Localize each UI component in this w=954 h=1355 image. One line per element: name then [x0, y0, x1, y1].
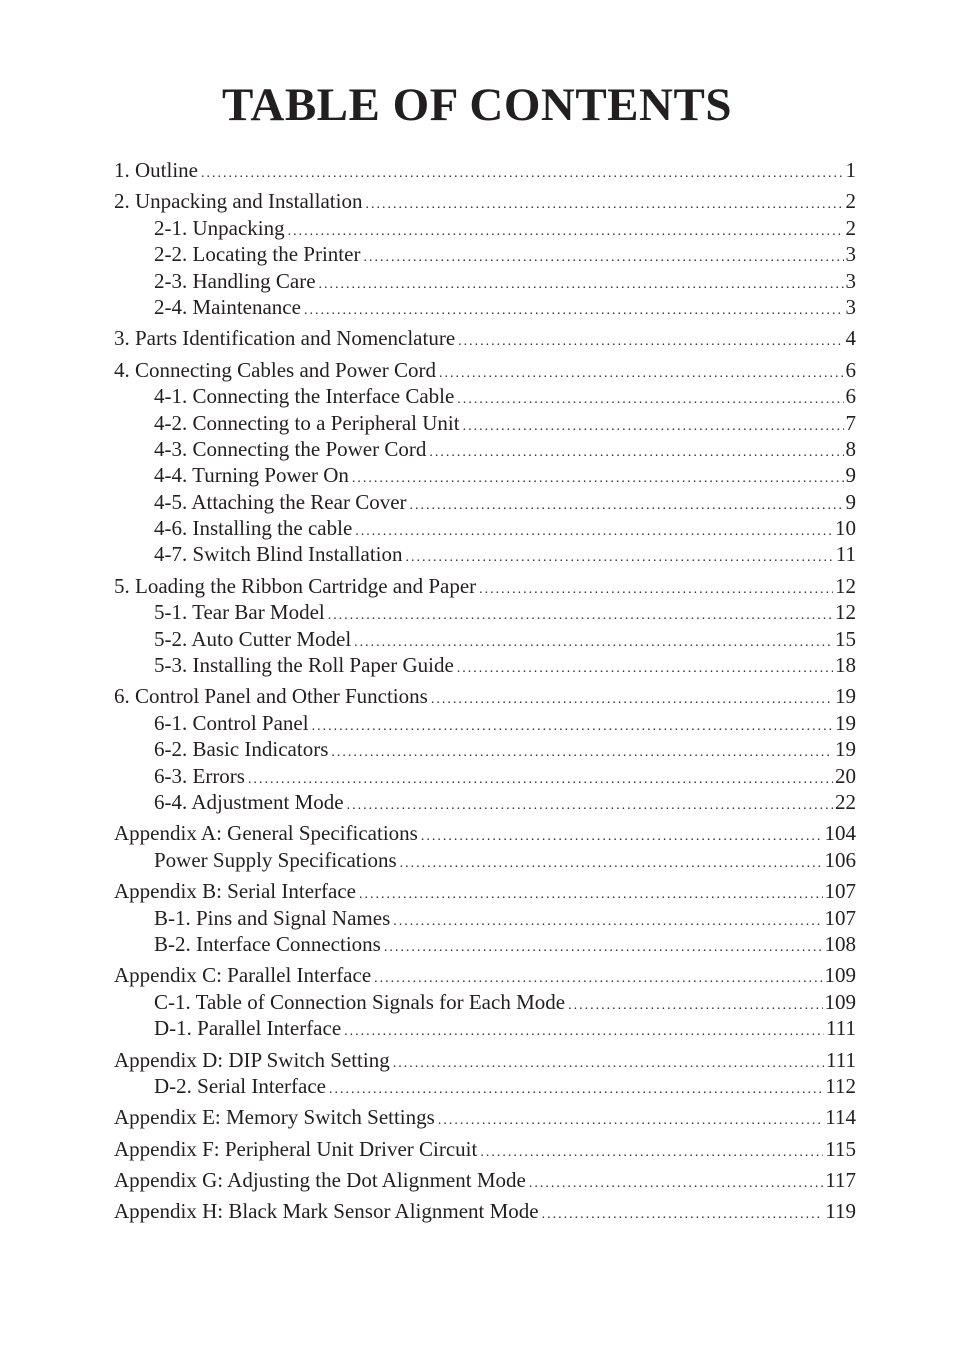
toc-entry-label: B-1. Pins and Signal Names: [154, 905, 391, 930]
toc-page-number: 22: [835, 789, 856, 814]
toc-subentry[interactable]: [114, 931, 856, 957]
toc-entry-label: B-2. Interface Connections: [154, 931, 381, 956]
toc-page-number: 4: [845, 326, 856, 351]
toc-subentry[interactable]: [114, 989, 856, 1015]
toc-section: [114, 1047, 856, 1100]
dot-leader: [355, 519, 833, 545]
dot-leader: [568, 993, 822, 1019]
toc-page-number: 119: [825, 1199, 856, 1224]
dot-leader: [463, 414, 844, 440]
toc-subentry[interactable]: [114, 710, 856, 736]
toc-subentry[interactable]: [114, 847, 856, 873]
toc-entry-label: C-1. Table of Connection Signals for Each Mode: [154, 989, 566, 1014]
toc-page-number: 109: [824, 989, 856, 1014]
page-title: TABLE OF CONTENTS: [222, 79, 732, 131]
toc-subentry[interactable]: [114, 489, 856, 515]
toc-entry[interactable]: [114, 1198, 856, 1224]
toc-entry[interactable]: [114, 573, 856, 599]
toc-entry-label: Appendix A: General Specifications: [114, 821, 418, 846]
toc-page-number: 3: [845, 294, 856, 319]
toc-subentry[interactable]: [114, 215, 856, 241]
toc-entry-label: 4-3. Connecting the Power Cord: [154, 436, 427, 461]
toc-subentry[interactable]: [114, 652, 856, 678]
toc-page-number: 2: [845, 215, 856, 240]
toc-entry-label: 6. Control Panel and Other Functions: [114, 684, 428, 709]
toc-entry-label: 6-3. Errors: [154, 763, 245, 788]
toc-page-number: 107: [824, 879, 856, 904]
toc-entry-label: 2-3. Handling Care: [154, 268, 316, 293]
toc-section: [114, 1167, 856, 1193]
toc-page-number: 6: [845, 384, 856, 409]
toc-entry-label: 6-4. Adjustment Mode: [154, 789, 344, 814]
toc-page-number: 104: [824, 821, 856, 846]
toc-section: [114, 683, 856, 815]
toc-subentry[interactable]: [114, 541, 856, 567]
table-of-contents: [114, 157, 856, 1230]
toc-page-number: 8: [845, 436, 856, 461]
toc-page-number: 11: [835, 542, 856, 567]
dot-leader: [431, 687, 833, 713]
dot-leader: [400, 851, 823, 877]
toc-page-number: 112: [825, 1073, 856, 1098]
toc-entry-label: Appendix B: Serial Interface: [114, 879, 356, 904]
toc-entry[interactable]: [114, 188, 856, 214]
toc-page-number: 111: [826, 1016, 856, 1041]
toc-page-number: 12: [835, 600, 856, 625]
toc-entry-label: Appendix F: Peripheral Unit Driver Circuit: [114, 1136, 478, 1161]
toc-page-number: 10: [835, 516, 856, 541]
toc-section: [114, 357, 856, 568]
toc-page-number: 117: [825, 1168, 856, 1193]
toc-page-number: 108: [824, 931, 856, 956]
toc-page-number: 115: [825, 1136, 856, 1161]
dot-leader: [319, 272, 844, 298]
toc-page-number: 19: [835, 710, 856, 735]
toc-subentry[interactable]: [114, 241, 856, 267]
dot-leader: [410, 493, 844, 519]
dot-leader: [288, 219, 844, 245]
toc-page-number: 15: [835, 626, 856, 651]
dot-leader: [352, 466, 844, 492]
toc-entry-label: 2-1. Unpacking: [154, 215, 285, 240]
toc-page-number: 19: [835, 737, 856, 762]
toc-entry[interactable]: [114, 157, 856, 183]
toc-page-number: 9: [845, 463, 856, 488]
dot-leader: [480, 1140, 823, 1166]
dot-leader: [312, 714, 833, 740]
toc-entry[interactable]: [114, 1167, 856, 1193]
toc-page-number: 107: [824, 905, 856, 930]
toc-entry[interactable]: [114, 325, 856, 351]
dot-leader: [439, 361, 844, 387]
toc-entry-label: 4-4. Turning Power On: [154, 463, 349, 488]
toc-entry[interactable]: [114, 962, 856, 988]
toc-page-number: 2: [845, 189, 856, 214]
toc-entry-label: 5-3. Installing the Roll Paper Guide: [154, 653, 454, 678]
toc-entry[interactable]: [114, 1104, 856, 1130]
toc-entry-label: 2-2. Locating the Printer: [154, 242, 361, 267]
toc-entry-label: Appendix G: Adjusting the Dot Alignment Mode: [114, 1168, 526, 1193]
toc-subentry[interactable]: [114, 905, 856, 931]
toc-section: [114, 1104, 856, 1130]
toc-subentry[interactable]: [114, 515, 856, 541]
toc-entry-label: 5-1. Tear Bar Model: [154, 600, 325, 625]
toc-subentry[interactable]: [114, 462, 856, 488]
toc-subentry[interactable]: [114, 294, 856, 320]
toc-entry-label: 1. Outline: [114, 158, 198, 182]
dot-leader: [429, 440, 843, 466]
dot-leader: [201, 161, 844, 187]
toc-entry-label: 4-5. Attaching the Rear Cover: [154, 489, 407, 514]
dot-leader: [542, 1202, 824, 1228]
toc-entry[interactable]: [114, 1136, 856, 1162]
toc-page-number: 111: [826, 1047, 856, 1072]
toc-section: [114, 573, 856, 679]
toc-entry[interactable]: [114, 1047, 856, 1073]
toc-page-number: 114: [825, 1105, 856, 1130]
toc-page-number: 9: [845, 489, 856, 514]
dot-leader: [331, 740, 833, 766]
toc-entry-label: Power Supply Specifications: [154, 847, 397, 872]
dot-leader: [458, 329, 843, 355]
dot-leader: [457, 387, 843, 413]
toc-page-number: 106: [824, 847, 856, 872]
toc-entry-label: 4-7. Switch Blind Installation: [154, 542, 403, 567]
toc-entry-label: 4-2. Connecting to a Peripheral Unit: [154, 410, 460, 435]
toc-entry-label: D-2. Serial Interface: [154, 1073, 326, 1098]
toc-entry-label: 2-4. Maintenance: [154, 294, 301, 319]
dot-leader: [479, 577, 833, 603]
toc-subentry[interactable]: [114, 626, 856, 652]
toc-entry-label: Appendix E: Memory Switch Settings: [114, 1105, 435, 1130]
toc-entry-label: 6-2. Basic Indicators: [154, 737, 329, 762]
toc-page-number: 18: [835, 653, 856, 678]
toc-subentry[interactable]: [114, 383, 856, 409]
toc-page-number: 19: [835, 684, 856, 709]
dot-leader: [405, 545, 833, 571]
toc-entry-label: 2. Unpacking and Installation: [114, 189, 363, 214]
toc-subentry[interactable]: [114, 410, 856, 436]
toc-entry-label: 5. Loading the Ribbon Cartridge and Paper: [114, 573, 477, 598]
dot-leader: [384, 935, 823, 961]
toc-entry-label: 4. Connecting Cables and Power Cord: [114, 357, 436, 382]
dot-leader: [457, 656, 833, 682]
dot-leader: [363, 245, 843, 271]
dot-leader: [329, 1077, 823, 1103]
toc-entry[interactable]: [114, 683, 856, 709]
toc-subentry[interactable]: [114, 1073, 856, 1099]
dot-leader: [393, 1051, 824, 1077]
toc-subentry[interactable]: [114, 763, 856, 789]
toc-entry-label: Appendix D: DIP Switch Setting: [114, 1047, 390, 1072]
toc-entry-label: 4-6. Installing the cable: [154, 516, 353, 541]
toc-page-number: 3: [845, 242, 856, 267]
toc-section: [114, 1198, 856, 1224]
dot-leader: [365, 192, 843, 218]
toc-section: [114, 962, 856, 1041]
toc-subentry[interactable]: [114, 436, 856, 462]
toc-page-number: 1: [845, 158, 856, 182]
toc-page-number: 109: [824, 963, 856, 988]
toc-subentry[interactable]: [114, 599, 856, 625]
toc-entry-label: 3. Parts Identification and Nomenclature: [114, 326, 456, 351]
toc-subentry[interactable]: [114, 736, 856, 762]
toc-section: [114, 325, 856, 351]
toc-page-number: 3: [845, 268, 856, 293]
toc-entry[interactable]: [114, 357, 856, 383]
toc-subentry[interactable]: [114, 268, 856, 294]
toc-page-number: 20: [835, 763, 856, 788]
dot-leader: [304, 298, 844, 324]
toc-section: [114, 878, 856, 957]
dot-leader: [359, 882, 823, 908]
toc-entry-label: 5-2. Auto Cutter Model: [154, 626, 352, 651]
dot-leader: [328, 603, 833, 629]
toc-entry-label: 4-1. Connecting the Interface Cable: [154, 384, 455, 409]
dot-leader: [529, 1171, 823, 1197]
toc-entry[interactable]: [114, 820, 856, 846]
toc-entry-label: Appendix H: Black Mark Sensor Alignment Mode: [114, 1199, 539, 1224]
toc-entry-label: 6-1. Control Panel: [154, 710, 309, 735]
toc-page-number: 6: [845, 357, 856, 382]
toc-section: [114, 188, 856, 320]
dot-leader: [347, 793, 833, 819]
toc-entry-label: D-1. Parallel Interface: [154, 1016, 342, 1041]
toc-page-number: 7: [845, 410, 856, 435]
toc-section: [114, 1136, 856, 1162]
toc-entry-label: Appendix C: Parallel Interface: [114, 963, 372, 988]
dot-leader: [421, 824, 823, 850]
dot-leader: [344, 1019, 824, 1045]
dot-leader: [438, 1108, 823, 1134]
toc-entry[interactable]: [114, 878, 856, 904]
toc-section: [114, 157, 856, 183]
toc-subentry[interactable]: [114, 1015, 856, 1041]
toc-page-number: 12: [835, 573, 856, 598]
dot-leader: [393, 909, 822, 935]
toc-subentry[interactable]: [114, 789, 856, 815]
toc-section: [114, 820, 856, 873]
